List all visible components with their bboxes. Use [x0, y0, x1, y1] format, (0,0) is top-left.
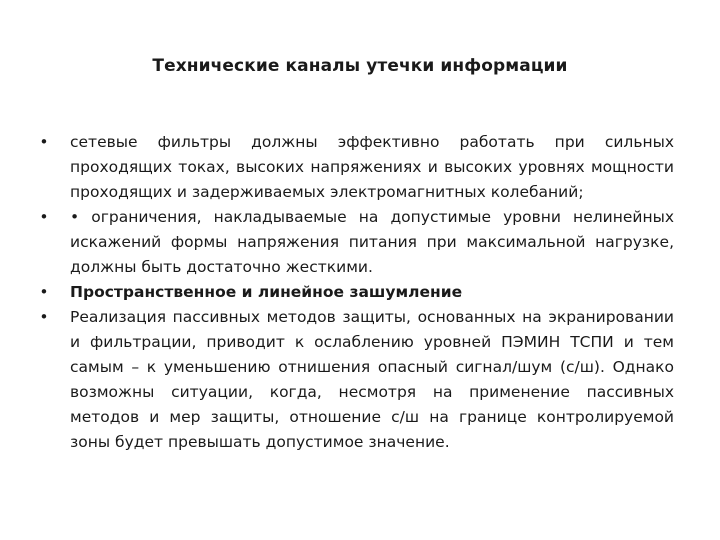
bullet-item	[38, 205, 674, 280]
slide-title: Технические каналы утечки информации	[152, 56, 568, 76]
bullet-text: Реализация пассивных методов защиты, основанных на экранировании и фильтрации, приводит к ослаблению уровней ПЭМИН ТСПИ и тем самым – к уменьшению отнишения опасный сигнал/шум (с/ш). Однако возможны ситуации, когда, несмотря на применение пассивных методов и мер защиты, отношение с/ш на границе контролируемой зоны будет превышать допустимое значение.	[70, 308, 674, 451]
bullet-dot: •	[39, 283, 49, 301]
bullet-item	[38, 305, 674, 455]
bullet-list	[38, 130, 674, 455]
bullet-dot: •	[39, 308, 49, 326]
bullet-heading: Пространственное и линейное зашумление	[70, 283, 463, 301]
bullet-item	[38, 130, 674, 205]
bullet-dot: •	[39, 133, 49, 151]
bullet-dot: •	[39, 208, 49, 226]
bullet-text: сетевые фильтры должны эффективно работать при сильных проходящих токах, высоких напряжениях и высоких уровнях мощности проходящих и задерживаемых электромагнитных колебаний;	[70, 133, 674, 201]
bullet-item	[38, 280, 674, 305]
bullet-text: • ограничения, накладываемые на допустимые уровни нелинейных искажений формы напряжения питания при максимальной нагрузке, должны быть достаточно жесткими.	[70, 208, 674, 276]
